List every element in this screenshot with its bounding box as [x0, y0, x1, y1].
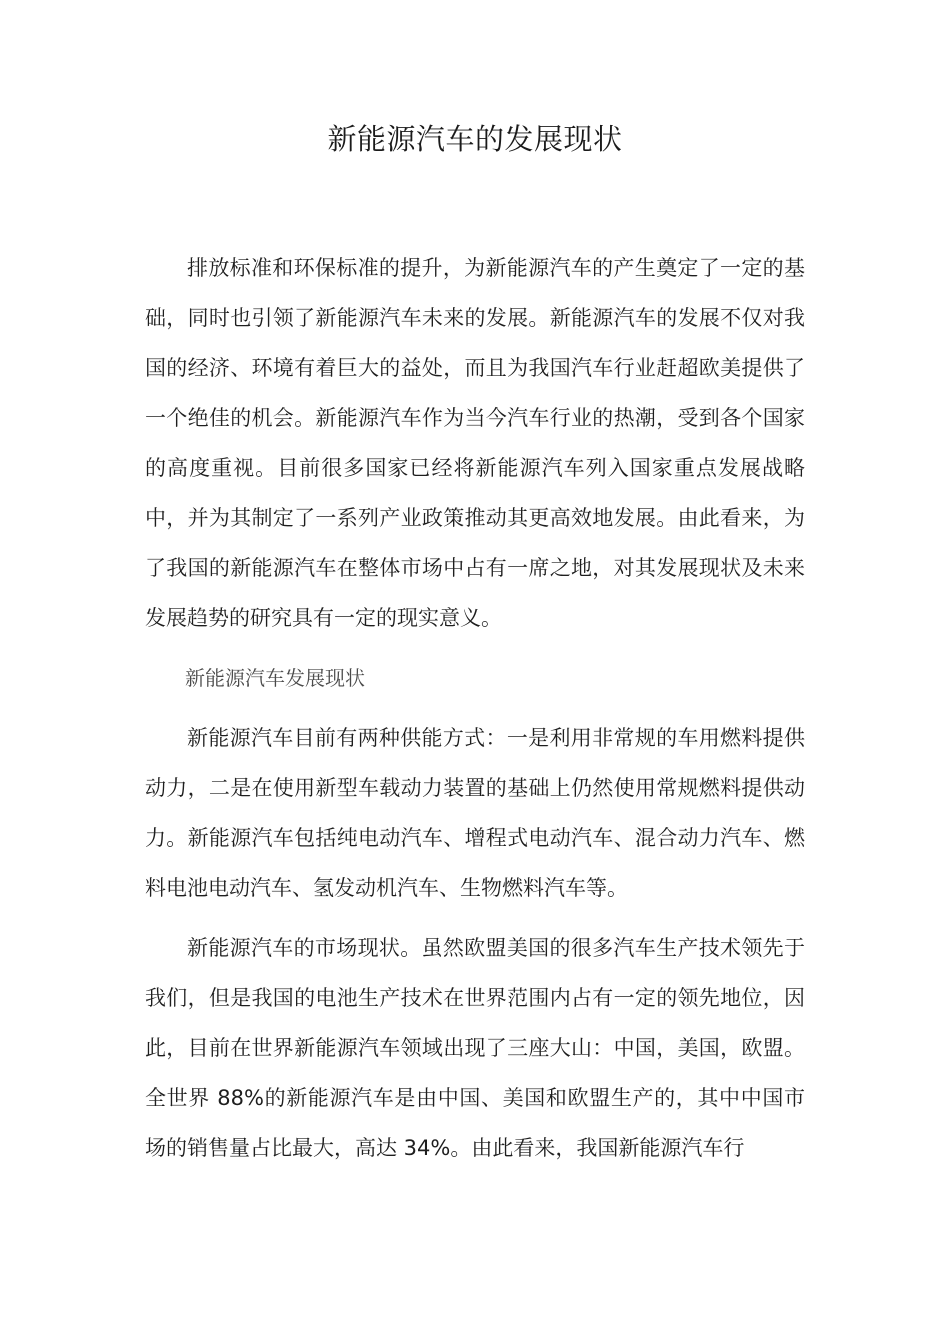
paragraph-power-modes: 新能源汽车目前有两种供能方式：一是利用非常规的车用燃料提供动力，二是在使用新型车载动力装置的基础上仍然使用常规燃料提供动力。新能源汽车包括纯电动汽车、增程式电动汽车、混合动力汽车、燃料电池电动汽车、氢发动机汽车、生物燃料汽车等。: [145, 726, 805, 900]
paragraph-market-status: 新能源汽车的市场现状。虽然欧盟美国的很多汽车生产技术领先于我们，但是我国的电池生产技术在世界范围内占有一定的领先地位，因此，目前在世界新能源汽车领域出现了三座大山：中国，美国，欧盟。全世界 88%的新能源汽车是由中国、美国和欧盟生产的，其中中国市场的销售量占比最大，高达 34%。由此看来，我国新能源汽车行: [145, 936, 805, 1160]
document-body: [145, 243, 805, 1173]
paragraph-intro: 排放标准和环保标准的提升，为新能源汽车的产生奠定了一定的基础，同时也引领了新能源汽车未来的发展。新能源汽车的发展不仅对我国的经济、环境有着巨大的益处，而且为我国汽车行业赶超欧美提供了一个绝佳的机会。新能源汽车作为当今汽车行业的热潮，受到各个国家的高度重视。目前很多国家已经将新能源汽车列入国家重点发展战略中，并为其制定了一系列产业政策推动其更高效地发展。由此看来，为了我国的新能源汽车在整体市场中占有一席之地，对其发展现状及未来发展趋势的研究具有一定的现实意义。: [145, 256, 805, 630]
section-heading: 新能源汽车发展现状: [185, 666, 365, 690]
document-title: 新能源汽车的发展现状: [327, 122, 623, 157]
